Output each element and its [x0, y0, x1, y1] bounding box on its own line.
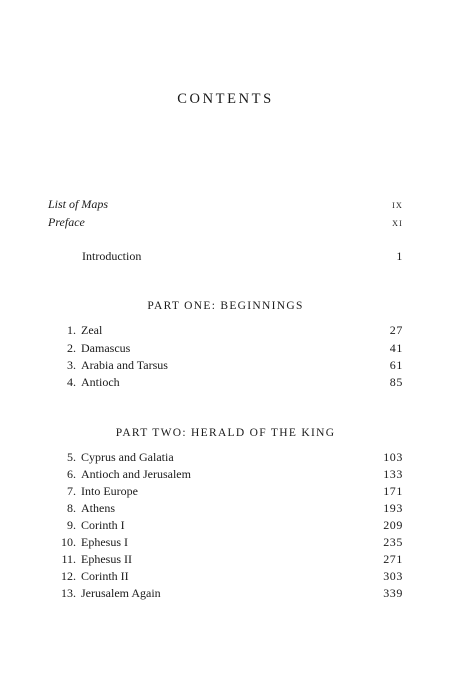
chapter-page: 271 — [383, 552, 403, 566]
chapter-page: 61 — [389, 358, 403, 372]
toc-entry-label: Introduction — [82, 249, 142, 263]
chapter-page: 133 — [383, 467, 403, 481]
chapter-number: 8. — [67, 501, 76, 515]
chapter-title: Antioch and Jerusalem — [81, 467, 191, 481]
chapter-page: 209 — [383, 518, 403, 532]
chapter-number: 4. — [67, 375, 76, 389]
part-heading: PART ONE: BEGINNINGS — [147, 300, 304, 312]
page-title: CONTENTS — [177, 91, 274, 107]
toc-entry-page: 1 — [396, 249, 403, 263]
chapter-number: 9. — [67, 518, 76, 532]
toc-chapter-entry — [48, 322, 403, 338]
toc-entry-introduction — [48, 248, 403, 264]
chapter-number: 2. — [67, 341, 76, 355]
toc-entry-label: List of Maps — [48, 197, 109, 211]
toc-entry-label: Preface — [48, 215, 85, 229]
chapter-page: 235 — [383, 535, 403, 549]
chapter-title: Into Europe — [81, 484, 138, 498]
chapter-number: 10. — [61, 535, 76, 549]
chapter-title: Antioch — [81, 375, 120, 389]
chapter-page: 103 — [383, 450, 403, 464]
chapter-title: Ephesus I — [81, 535, 128, 549]
toc-chapter-entry — [48, 551, 403, 567]
toc-chapter-entry — [48, 483, 403, 499]
toc-chapter-entry — [48, 466, 403, 482]
chapter-number: 1. — [67, 323, 76, 337]
toc-entry-page: ix — [392, 197, 403, 211]
chapter-number: 3. — [67, 358, 76, 372]
toc-chapter-entry — [48, 340, 403, 356]
chapter-number: 5. — [67, 450, 76, 464]
toc-chapter-entry — [48, 585, 403, 601]
toc-chapter-entry — [48, 517, 403, 533]
chapter-number: 7. — [67, 484, 76, 498]
toc-entry-page: xi — [392, 215, 403, 229]
chapter-title: Jerusalem Again — [81, 586, 161, 600]
chapter-number: 6. — [67, 467, 76, 481]
toc-chapter-entry — [48, 568, 403, 584]
chapter-title: Arabia and Tarsus — [81, 358, 168, 372]
chapter-title: Cyprus and Galatia — [81, 450, 174, 464]
part-heading: PART TWO: HERALD OF THE KING — [115, 427, 336, 439]
chapter-number: 12. — [61, 569, 76, 583]
chapter-title: Ephesus II — [81, 552, 132, 566]
chapter-number: 13. — [61, 586, 76, 600]
toc-chapter-entry — [48, 534, 403, 550]
chapter-page: 339 — [383, 586, 403, 600]
chapter-page: 303 — [383, 569, 403, 583]
chapter-title: Athens — [81, 501, 115, 515]
toc-entry-preface — [48, 214, 403, 230]
toc-chapter-entry — [48, 357, 403, 373]
chapter-number: 11. — [61, 552, 76, 566]
chapter-page: 171 — [383, 484, 403, 498]
chapter-page: 193 — [383, 501, 403, 515]
chapter-page: 27 — [389, 323, 403, 337]
toc-chapter-entry — [48, 449, 403, 465]
chapter-title: Damascus — [81, 341, 131, 355]
toc-chapter-entry — [48, 374, 403, 390]
chapter-title: Zeal — [81, 323, 103, 337]
chapter-title: Corinth I — [81, 518, 125, 532]
toc-chapter-entry — [48, 500, 403, 516]
toc-entry-list-of-maps — [48, 196, 403, 212]
chapter-title: Corinth II — [81, 569, 129, 583]
chapter-page: 41 — [389, 341, 403, 355]
chapter-page: 85 — [389, 375, 403, 389]
